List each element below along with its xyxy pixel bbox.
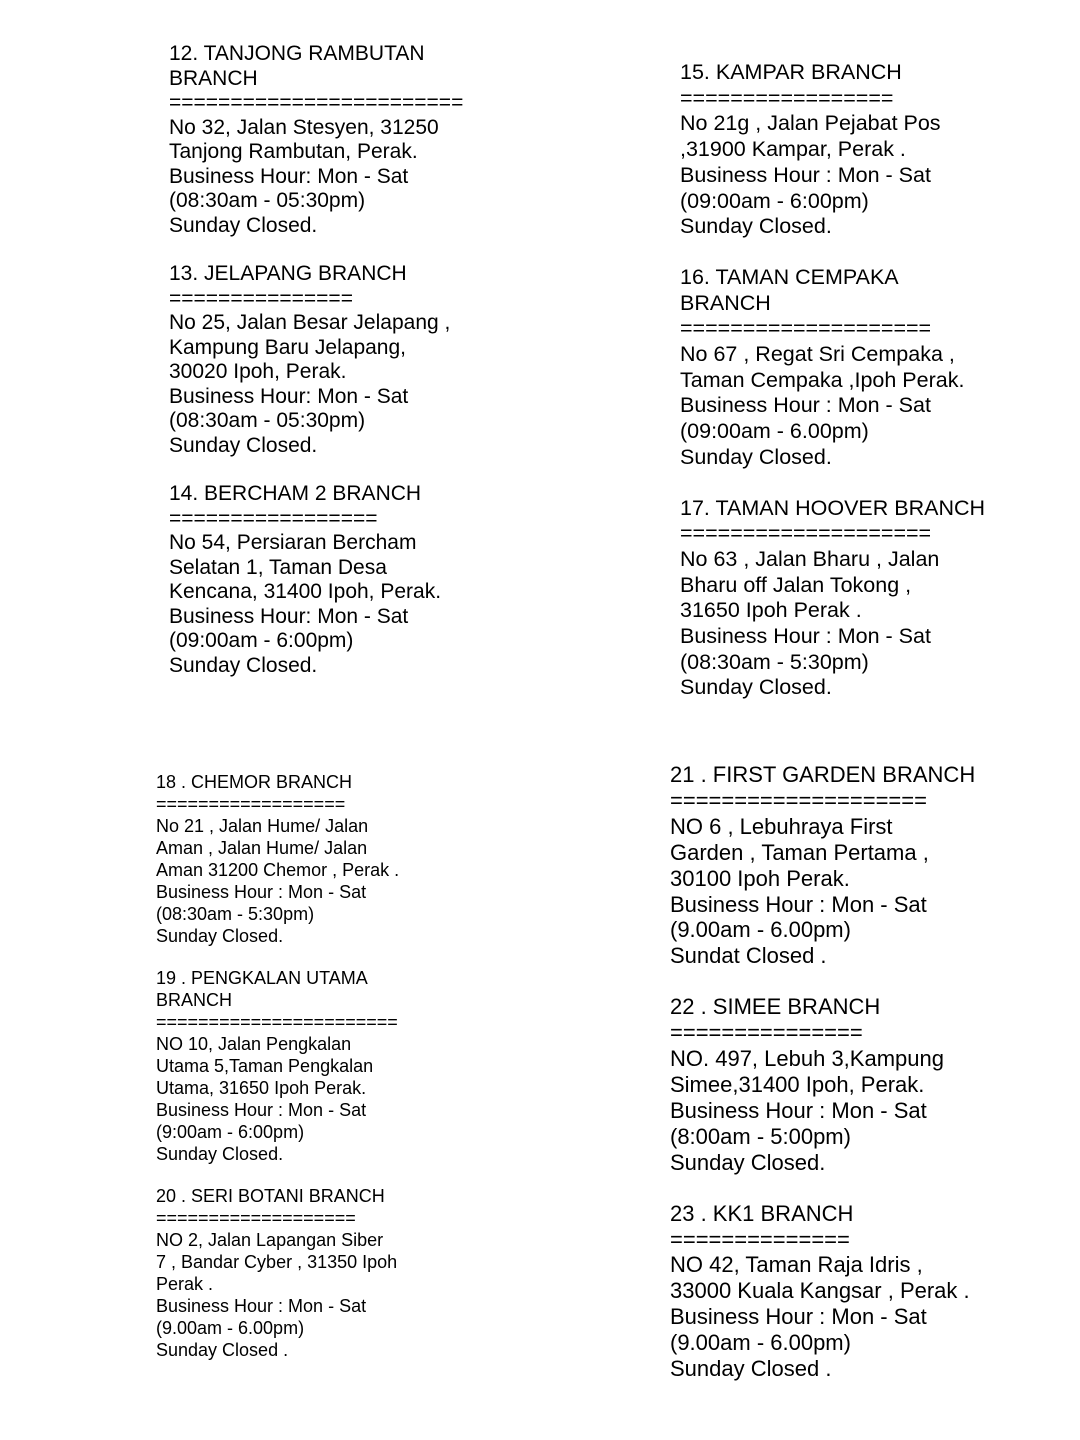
branch-detail-line: Sunday Closed. xyxy=(156,926,284,946)
branch-title: 12. TANJONG RAMBUTAN xyxy=(169,42,425,65)
branch-detail-line: Utama, 31650 Ipoh Perak. xyxy=(156,1078,367,1098)
branch-detail-line: NO 6 , Lebuhraya First xyxy=(670,813,893,839)
branch-detail-line: 7 , Bandar Cyber , 31350 Ipoh xyxy=(156,1252,398,1272)
branch-detail-line: (08:30am - 05:30pm) xyxy=(169,189,366,212)
branch-detail-line: 30100 Ipoh Perak. xyxy=(670,865,850,891)
branch-detail-line: No 32, Jalan Stesyen, 31250 xyxy=(169,115,439,139)
separator-line: ==================== xyxy=(670,787,927,813)
separator-line: ==================== xyxy=(680,521,932,546)
branch-detail-line: Sunday Closed. xyxy=(670,1149,826,1175)
separator-line: ============== xyxy=(670,1226,850,1252)
branch-detail-line: Business Hour : Mon - Sat xyxy=(680,624,931,649)
branch-detail-line: Business Hour : Mon - Sat xyxy=(670,891,927,917)
branch-detail-line: Sunday Closed. xyxy=(169,433,318,457)
branch-detail-line: (09:00am - 6.00pm) xyxy=(680,419,869,444)
branch-detail-line: No 67 , Regat Sri Cempaka , xyxy=(680,342,955,367)
branch-column-top-right xyxy=(680,60,1010,700)
branch-title: 13. JELAPANG BRANCH xyxy=(169,262,407,285)
branch-detail-line: Selatan 1, Taman Desa xyxy=(169,555,387,579)
branch-detail-line: (8:00am - 5:00pm) xyxy=(670,1123,851,1149)
branch-detail-line: (9.00am - 6.00pm) xyxy=(156,1318,305,1338)
branch-title: 23 . KK1 BRANCH xyxy=(670,1200,854,1226)
branch-detail-line: Sunday Closed. xyxy=(169,213,318,237)
branch-title: 14. BERCHAM 2 BRANCH xyxy=(169,482,422,505)
branch-title: BRANCH xyxy=(156,990,233,1010)
branch-block xyxy=(670,1201,1000,1382)
branch-detail-line: NO 2, Jalan Lapangan Siber xyxy=(156,1230,384,1250)
branch-block xyxy=(156,771,456,947)
branch-detail-line: (09:00am - 6:00pm) xyxy=(680,188,869,213)
branch-detail-line: Sunday Closed. xyxy=(680,214,832,239)
branch-detail-line: Perak . xyxy=(156,1274,214,1294)
separator-line: ================= xyxy=(169,506,378,530)
branch-detail-line: (08:30am - 5:30pm) xyxy=(680,649,869,674)
branch-detail-line: (9:00am - 6:00pm) xyxy=(156,1122,305,1142)
branch-detail-line: Business Hour : Mon - Sat xyxy=(156,1296,367,1316)
branch-detail-line: Sunday Closed. xyxy=(156,1144,284,1164)
branch-detail-line: 30020 Ipoh, Perak. xyxy=(169,360,347,383)
branch-detail-line: (9.00am - 6.00pm) xyxy=(670,917,851,943)
branch-column-bottom-left xyxy=(156,771,456,1381)
separator-line: ======================== xyxy=(169,91,464,114)
branch-title: 15. KAMPAR BRANCH xyxy=(680,60,902,84)
branch-detail-line: No 21 , Jalan Hume/ Jalan xyxy=(156,816,369,836)
branch-block xyxy=(670,762,1000,969)
branch-detail-line: No 25, Jalan Besar Jelapang , xyxy=(169,311,451,334)
branch-detail-line: 31650 Ipoh Perak . xyxy=(680,598,862,623)
branch-detail-line: Business Hour: Mon - Sat xyxy=(169,384,409,408)
branch-detail-line: Aman , Jalan Hume/ Jalan xyxy=(156,838,368,858)
branch-column-top-left xyxy=(169,42,509,678)
branch-detail-line: Business Hour : Mon - Sat xyxy=(670,1097,927,1123)
branch-detail-line: Sunday Closed . xyxy=(156,1340,289,1360)
separator-line: =================== xyxy=(156,1208,356,1228)
branch-detail-line: 33000 Kuala Kangsar , Perak . xyxy=(670,1278,970,1304)
separator-line: =============== xyxy=(670,1020,863,1046)
branch-title: 18 . CHEMOR BRANCH xyxy=(156,772,353,792)
branch-detail-line: Sunday Closed. xyxy=(680,444,832,469)
branch-block xyxy=(680,60,1010,240)
separator-line: ======================= xyxy=(156,1012,398,1032)
branch-detail-line: (09:00am - 6:00pm) xyxy=(169,629,354,652)
branch-detail-line: Sunday Closed. xyxy=(169,653,318,677)
branch-title: 21 . FIRST GARDEN BRANCH xyxy=(670,762,976,787)
branch-detail-line: Utama 5,Taman Pengkalan xyxy=(156,1056,374,1076)
branch-block xyxy=(169,42,509,238)
branch-column-bottom-right xyxy=(670,762,1000,1407)
branch-detail-line: No 54, Persiaran Bercham xyxy=(169,531,417,554)
branch-detail-line: Business Hour : Mon - Sat xyxy=(680,393,931,418)
branch-detail-line: ,31900 Kampar, Perak . xyxy=(680,137,906,162)
branch-block xyxy=(680,496,1010,702)
branch-block xyxy=(680,265,1010,471)
separator-line: =============== xyxy=(169,286,353,310)
branch-title: 17. TAMAN HOOVER BRANCH xyxy=(680,495,986,520)
branch-title: BRANCH xyxy=(169,66,258,90)
branch-block xyxy=(156,1185,456,1361)
branch-detail-line: (08:30am - 5:30pm) xyxy=(156,904,315,924)
branch-detail-line: Sunday Closed. xyxy=(680,675,832,700)
branch-detail-line: Business Hour : Mon - Sat xyxy=(156,1100,367,1120)
branch-detail-line: Kencana, 31400 Ipoh, Perak. xyxy=(169,580,442,603)
branch-detail-line: (08:30am - 05:30pm) xyxy=(169,409,366,432)
branch-title: 19 . PENGKALAN UTAMA xyxy=(156,968,368,988)
branch-detail-line: Sunday Closed . xyxy=(670,1356,832,1382)
branch-detail-line: (9.00am - 6.00pm) xyxy=(670,1330,851,1356)
branch-detail-line: Sundat Closed . xyxy=(670,943,827,969)
branch-title: 16. TAMAN CEMPAKA xyxy=(680,264,899,289)
branch-detail-line: No 63 , Jalan Bharu , Jalan xyxy=(680,546,940,571)
branch-detail-line: NO. 497, Lebuh 3,Kampung xyxy=(670,1046,944,1072)
branch-title: BRANCH xyxy=(680,290,771,315)
branch-block xyxy=(670,994,1000,1175)
branch-title: 20 . SERI BOTANI BRANCH xyxy=(156,1186,385,1206)
branch-detail-line: Business Hour: Mon - Sat xyxy=(169,604,409,628)
branch-detail-line: Business Hour : Mon - Sat xyxy=(670,1304,927,1330)
branch-detail-line: Bharu off Jalan Tokong , xyxy=(680,572,912,597)
branch-detail-line: Kampung Baru Jelapang, xyxy=(169,335,406,359)
branch-detail-line: Business Hour : Mon - Sat xyxy=(680,162,931,187)
branch-detail-line: No 21g , Jalan Pejabat Pos xyxy=(680,111,941,136)
branch-detail-line: NO 10, Jalan Pengkalan xyxy=(156,1034,352,1054)
branch-block xyxy=(169,262,509,458)
branch-detail-line: Simee,31400 Ipoh, Perak. xyxy=(670,1071,925,1097)
branch-detail-line: Garden , Taman Pertama , xyxy=(670,839,929,865)
branch-detail-line: Tanjong Rambutan, Perak. xyxy=(169,140,418,163)
branch-block xyxy=(156,967,456,1165)
branch-detail-line: Aman 31200 Chemor , Perak . xyxy=(156,860,400,880)
separator-line: ================= xyxy=(680,85,894,110)
branch-detail-line: NO 42, Taman Raja Idris , xyxy=(670,1252,923,1278)
branch-detail-line: Taman Cempaka ,Ipoh Perak. xyxy=(680,367,965,392)
branch-block xyxy=(169,482,509,678)
separator-line: ==================== xyxy=(680,316,932,341)
branch-detail-line: Business Hour: Mon - Sat xyxy=(169,164,409,188)
separator-line: ================== xyxy=(156,794,346,814)
branch-title: 22 . SIMEE BRANCH xyxy=(670,994,881,1020)
branch-detail-line: Business Hour : Mon - Sat xyxy=(156,882,367,902)
